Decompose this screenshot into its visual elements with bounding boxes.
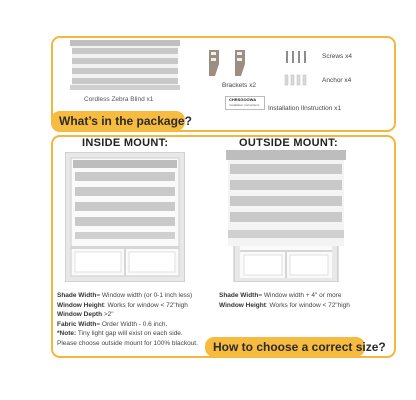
blind-label: Cordless Zebra Blind x1: [84, 96, 154, 103]
inside-mount-heading: INSIDE MOUNT:: [82, 137, 169, 149]
outside-mount-specs: [219, 291, 350, 310]
package-pill: What’s in the package?: [51, 111, 185, 131]
zebra-blind-icon: [70, 40, 180, 90]
inside-mount-illustration: [65, 152, 185, 282]
spec-line: Shade Width= Window width + 4" or more: [219, 292, 342, 299]
brackets-label: Brackets x2: [222, 82, 256, 89]
spec-line: Fabric Width= Order Width - 0.6 inch.: [57, 320, 168, 328]
screw-icon: [284, 50, 310, 64]
anchor-label: Anchor x4: [322, 77, 352, 84]
spec-line: Window Height: Works for window < 72"high: [219, 301, 350, 309]
anchor-icon: [284, 74, 310, 86]
spec-line: Please choose outside mount for 100% blackout.: [57, 339, 198, 347]
inside-mount-specs: [57, 291, 198, 349]
outside-mount-heading: OUTSIDE MOUNT:: [239, 137, 338, 149]
spec-line: Window Depth >2": [57, 311, 114, 319]
size-guide-pill: How to choose a correct size?: [205, 337, 365, 357]
spec-line: Window Height: Works for window < 72"high: [57, 301, 188, 309]
instruction-label: Installation Ilnstruction x1: [268, 105, 341, 112]
spec-line: *Note: Tiny light gap will exist on each side.: [57, 330, 183, 338]
screws-label: Screws x4: [322, 53, 352, 60]
spec-line: Shade Width= Window width (or 0-1 inch less): [57, 292, 193, 299]
manual-title: Installation instructions: [229, 103, 260, 107]
manual-brand: CHRSGOOWA: [229, 97, 257, 102]
outside-mount-illustration: [226, 150, 346, 282]
bracket-icon: [205, 48, 253, 78]
